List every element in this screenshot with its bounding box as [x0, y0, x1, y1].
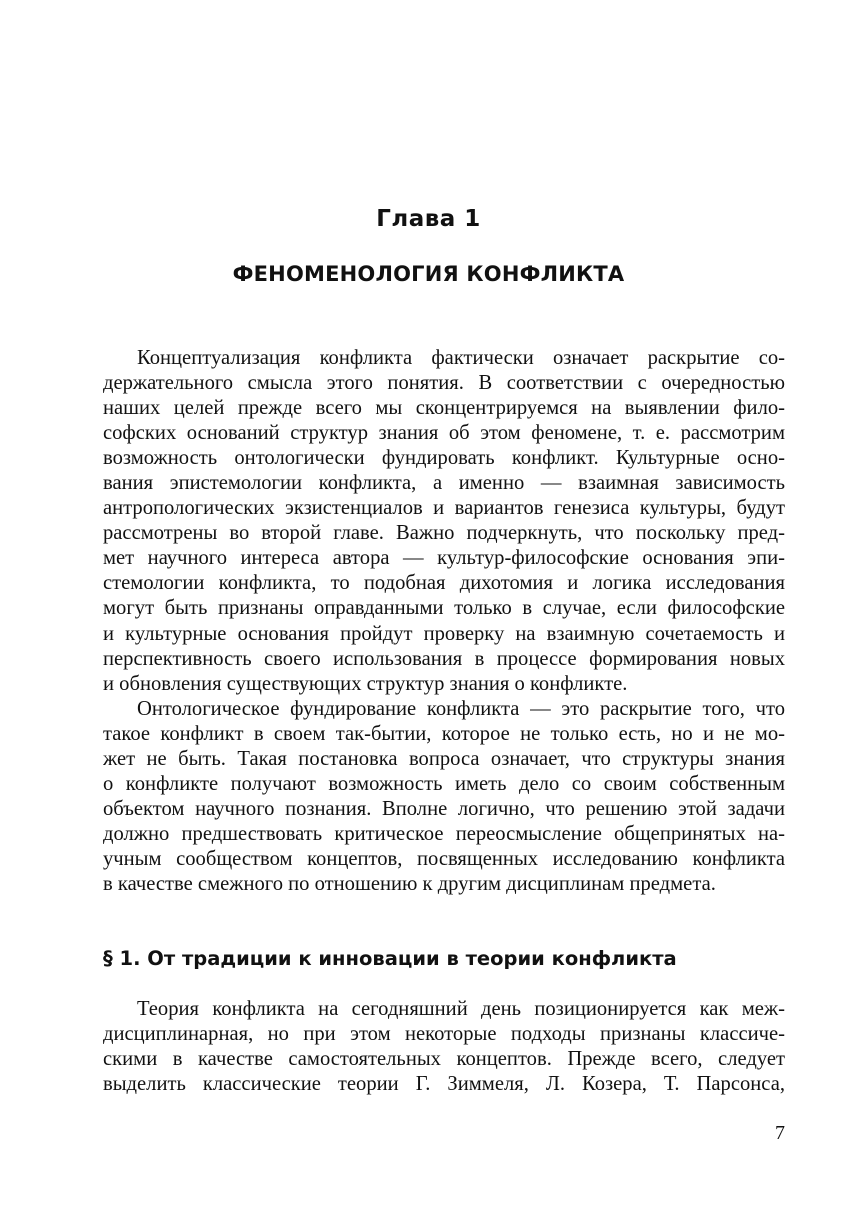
text-line: Теория конфликта на сегодняшний день позиционируется как меж-	[137, 998, 785, 1020]
paragraph-1	[103, 346, 785, 697]
text-line: Концептуализация конфликта фактически означает раскрытие со-	[137, 347, 785, 369]
paragraph-3	[103, 997, 785, 1097]
text-line: жет не быть. Такая постановка вопроса означает, что структуры знания	[103, 747, 785, 770]
text-line: могут быть признаны оправданными только в случае, если философские	[103, 597, 785, 620]
text-line: вания эпистемологии конфликта, а именно — взаимная зависимость	[103, 472, 785, 495]
text-line: такое конфликт в своем так-бытии, которое не только есть, но и не мо-	[103, 722, 785, 745]
text-line: должно предшествовать критическое переосмысление общепринятых на-	[103, 822, 785, 845]
text-line: софских оснований структур знания об этом феномене, т. е. рассмотрим	[103, 422, 785, 445]
text-line: антропологических экзистенциалов и вариантов генезиса культуры, будут	[103, 497, 785, 520]
chapter-title: ФЕНОМЕНОЛОГИЯ КОНФЛИКТА	[232, 262, 625, 286]
chapter-intro	[103, 346, 785, 897]
text-line: рассмотрены во второй главе. Важно подчеркнуть, что поскольку пред-	[103, 522, 785, 545]
text-line: объектом научного познания. Вполне логично, что решению этой задачи	[103, 797, 785, 820]
text-line: возможность онтологически фундировать конфликт. Культурные осно-	[103, 447, 785, 470]
text-line: стемологии конфликта, то подобная дихотомия и логика исследования	[103, 572, 785, 595]
text-line: дисциплинарная, но при этом некоторые подходы признаны классиче-	[103, 1023, 785, 1046]
text-line: Онтологическое фундирование конфликта — это раскрытие того, что	[137, 697, 785, 720]
text-line: мет научного интереса автора — культур-философские основания эпи-	[103, 547, 785, 570]
text-line: о конфликте получают возможность иметь дело со своим собственным	[103, 772, 785, 795]
paragraph-2	[103, 697, 785, 897]
text-line: учным сообществом концептов, посвященных исследованию конфликта	[103, 847, 785, 870]
text-line: и обновления существующих структур знания о конфликте.	[103, 672, 628, 695]
section-body	[103, 997, 785, 1097]
text-line: держательного смысла этого понятия. В соответствии с очередностью	[103, 372, 785, 395]
chapter-label: Глава 1	[376, 206, 481, 232]
section-heading: § 1. От традиции к инновации в теории конфликта	[103, 947, 677, 970]
text-line: выделить классические теории Г. Зиммеля, Л. Козера, Т. Парсонса,	[103, 1073, 785, 1096]
page-number: 7	[775, 1122, 785, 1144]
text-line: в качестве смежного по отношению к другим дисциплинам предмета.	[103, 872, 716, 895]
text-line: скими в качестве самостоятельных концептов. Прежде всего, следует	[103, 1048, 785, 1071]
text-line: перспективность своего использования в процессе формирования новых	[103, 647, 785, 670]
text-line: наших целей прежде всего мы сконцентрируемся на выявлении фило-	[103, 397, 785, 420]
text-line: и культурные основания пройдут проверку на взаимную сочетаемость и	[103, 622, 785, 645]
